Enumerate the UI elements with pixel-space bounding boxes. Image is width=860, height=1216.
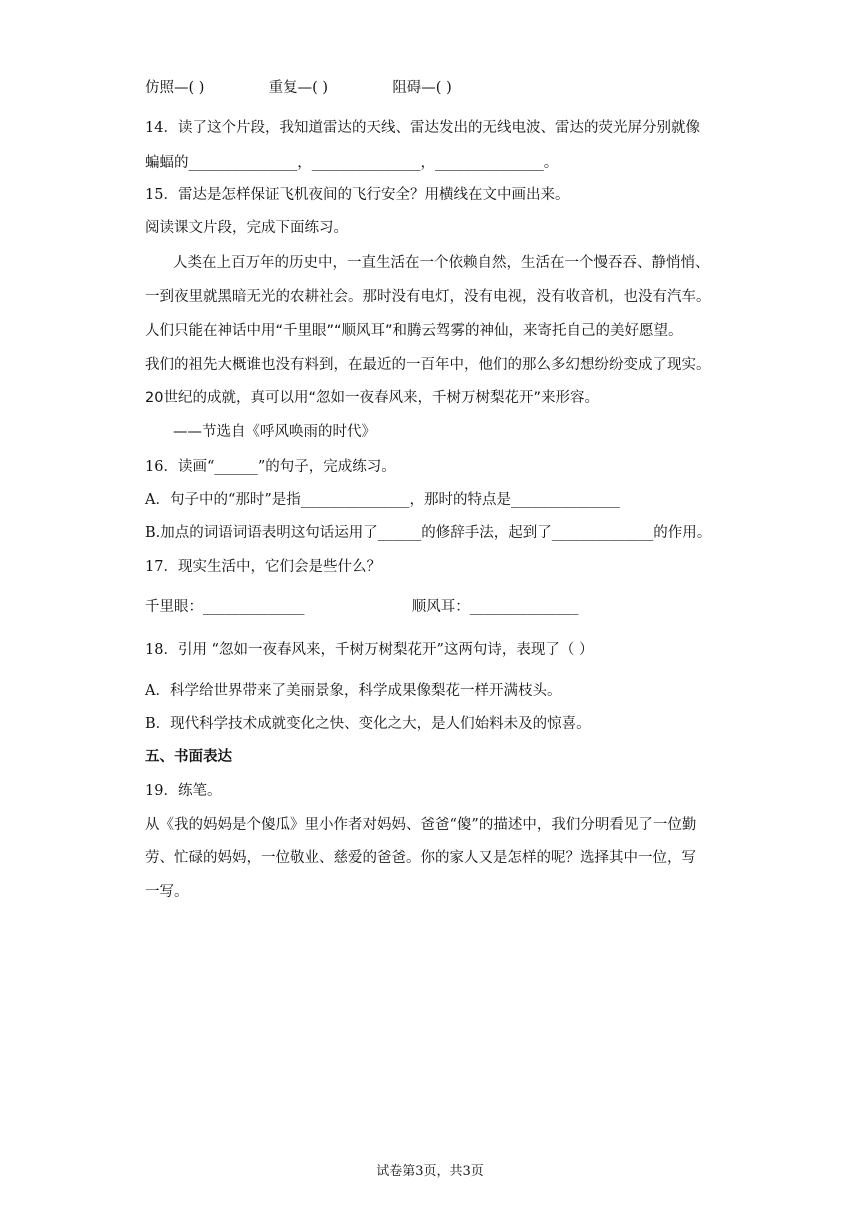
q13-item-chongfu: 重复—( ): [268, 80, 329, 96]
page-footer: 试卷第3页，共3页: [376, 1164, 484, 1179]
q18-title: 18．引用 “忽如一夜春风来，千树万树梨花开”这两句诗，表现了（ ）: [145, 642, 594, 658]
passage-line-1: 人类在上百万年的历史中，一直生活在一个依赖自然，生活在一个慢吞吞、静悄悄、: [173, 255, 710, 271]
q15-text: 15．雷达是怎样保证飞机夜间的飞行安全？用横线在文中画出来。: [145, 187, 570, 203]
q17-fields: [145, 597, 578, 617]
passage-line-5: 20世纪的成就，真可以用“忽如一夜春风来，千树万树梨花开”来形容。: [145, 390, 599, 406]
q19-title: 19．练笔。: [145, 783, 222, 799]
q13-item-fangzhao: 仿照—( ): [145, 80, 205, 96]
q16-option-a: A．句子中的“那时”是指_______________，那时的特点是_______________: [145, 492, 620, 508]
reading-instruction: 阅读课文片段，完成下面练习。: [145, 220, 348, 236]
q13-item-zuai: 阻碍—( ): [392, 80, 452, 96]
q19-prompt-line2: 劳、忙碌的妈妈，一位敬业、慈爱的爸爸。你的家人又是怎样的呢？选择其中一位，写: [145, 850, 696, 866]
passage-line-4: 我们的祖先大概谁也没有料到，在最近的一百年中，他们的那么多幻想纷纷变成了现实。: [145, 357, 711, 373]
q19-prompt-line1: 从《我的妈妈是个傻瓜》里小作者对妈妈、爸爸“傻”的描述中，我们分明看见了一位勤: [145, 817, 697, 833]
q16-option-b: B.加点的词语词语表明这句话运用了______的修辞手法，起到了______________的作用。: [145, 525, 712, 541]
passage-source: ——节选自《呼风唤雨的时代》: [173, 424, 376, 440]
q16-title: 16．读画“______”的句子，完成练习。: [145, 459, 396, 475]
q14-line2: 蝙蝠的_______________，_______________，_______________。: [145, 155, 559, 171]
passage-line-3: 人们只能在神话中用“千里眼”“顺风耳”和腾云驾雾的神仙，来寄托自己的美好愿望。: [145, 323, 683, 339]
q17-qianliyan-field: 千里眼：______________: [145, 599, 305, 615]
q14-line1: 14．读了这个片段，我知道雷达的天线、雷达发出的无线电波、雷达的荧光屏分别就像: [145, 120, 700, 136]
section-5-heading: 五、书面表达: [145, 748, 232, 765]
q18-option-b: B．现代科学技术成就变化之快、变化之大，是人们始料未及的惊喜。: [145, 716, 591, 732]
q17-shunfenger-field: 顺风耳：_______________: [411, 599, 579, 615]
q19-prompt-line3: 一写。: [145, 884, 189, 900]
q13-answer-row: [145, 78, 452, 98]
q18-option-a: A．科学给世界带来了美丽景象，科学成果像梨花一样开满枝头。: [145, 683, 562, 699]
q17-title: 17．现实生活中，它们会是些什么？: [145, 559, 381, 575]
passage-line-2: 一到夜里就黑暗无光的农耕社会。那时没有电灯，没有电视，没有收音机，也没有汽车。: [145, 289, 711, 305]
